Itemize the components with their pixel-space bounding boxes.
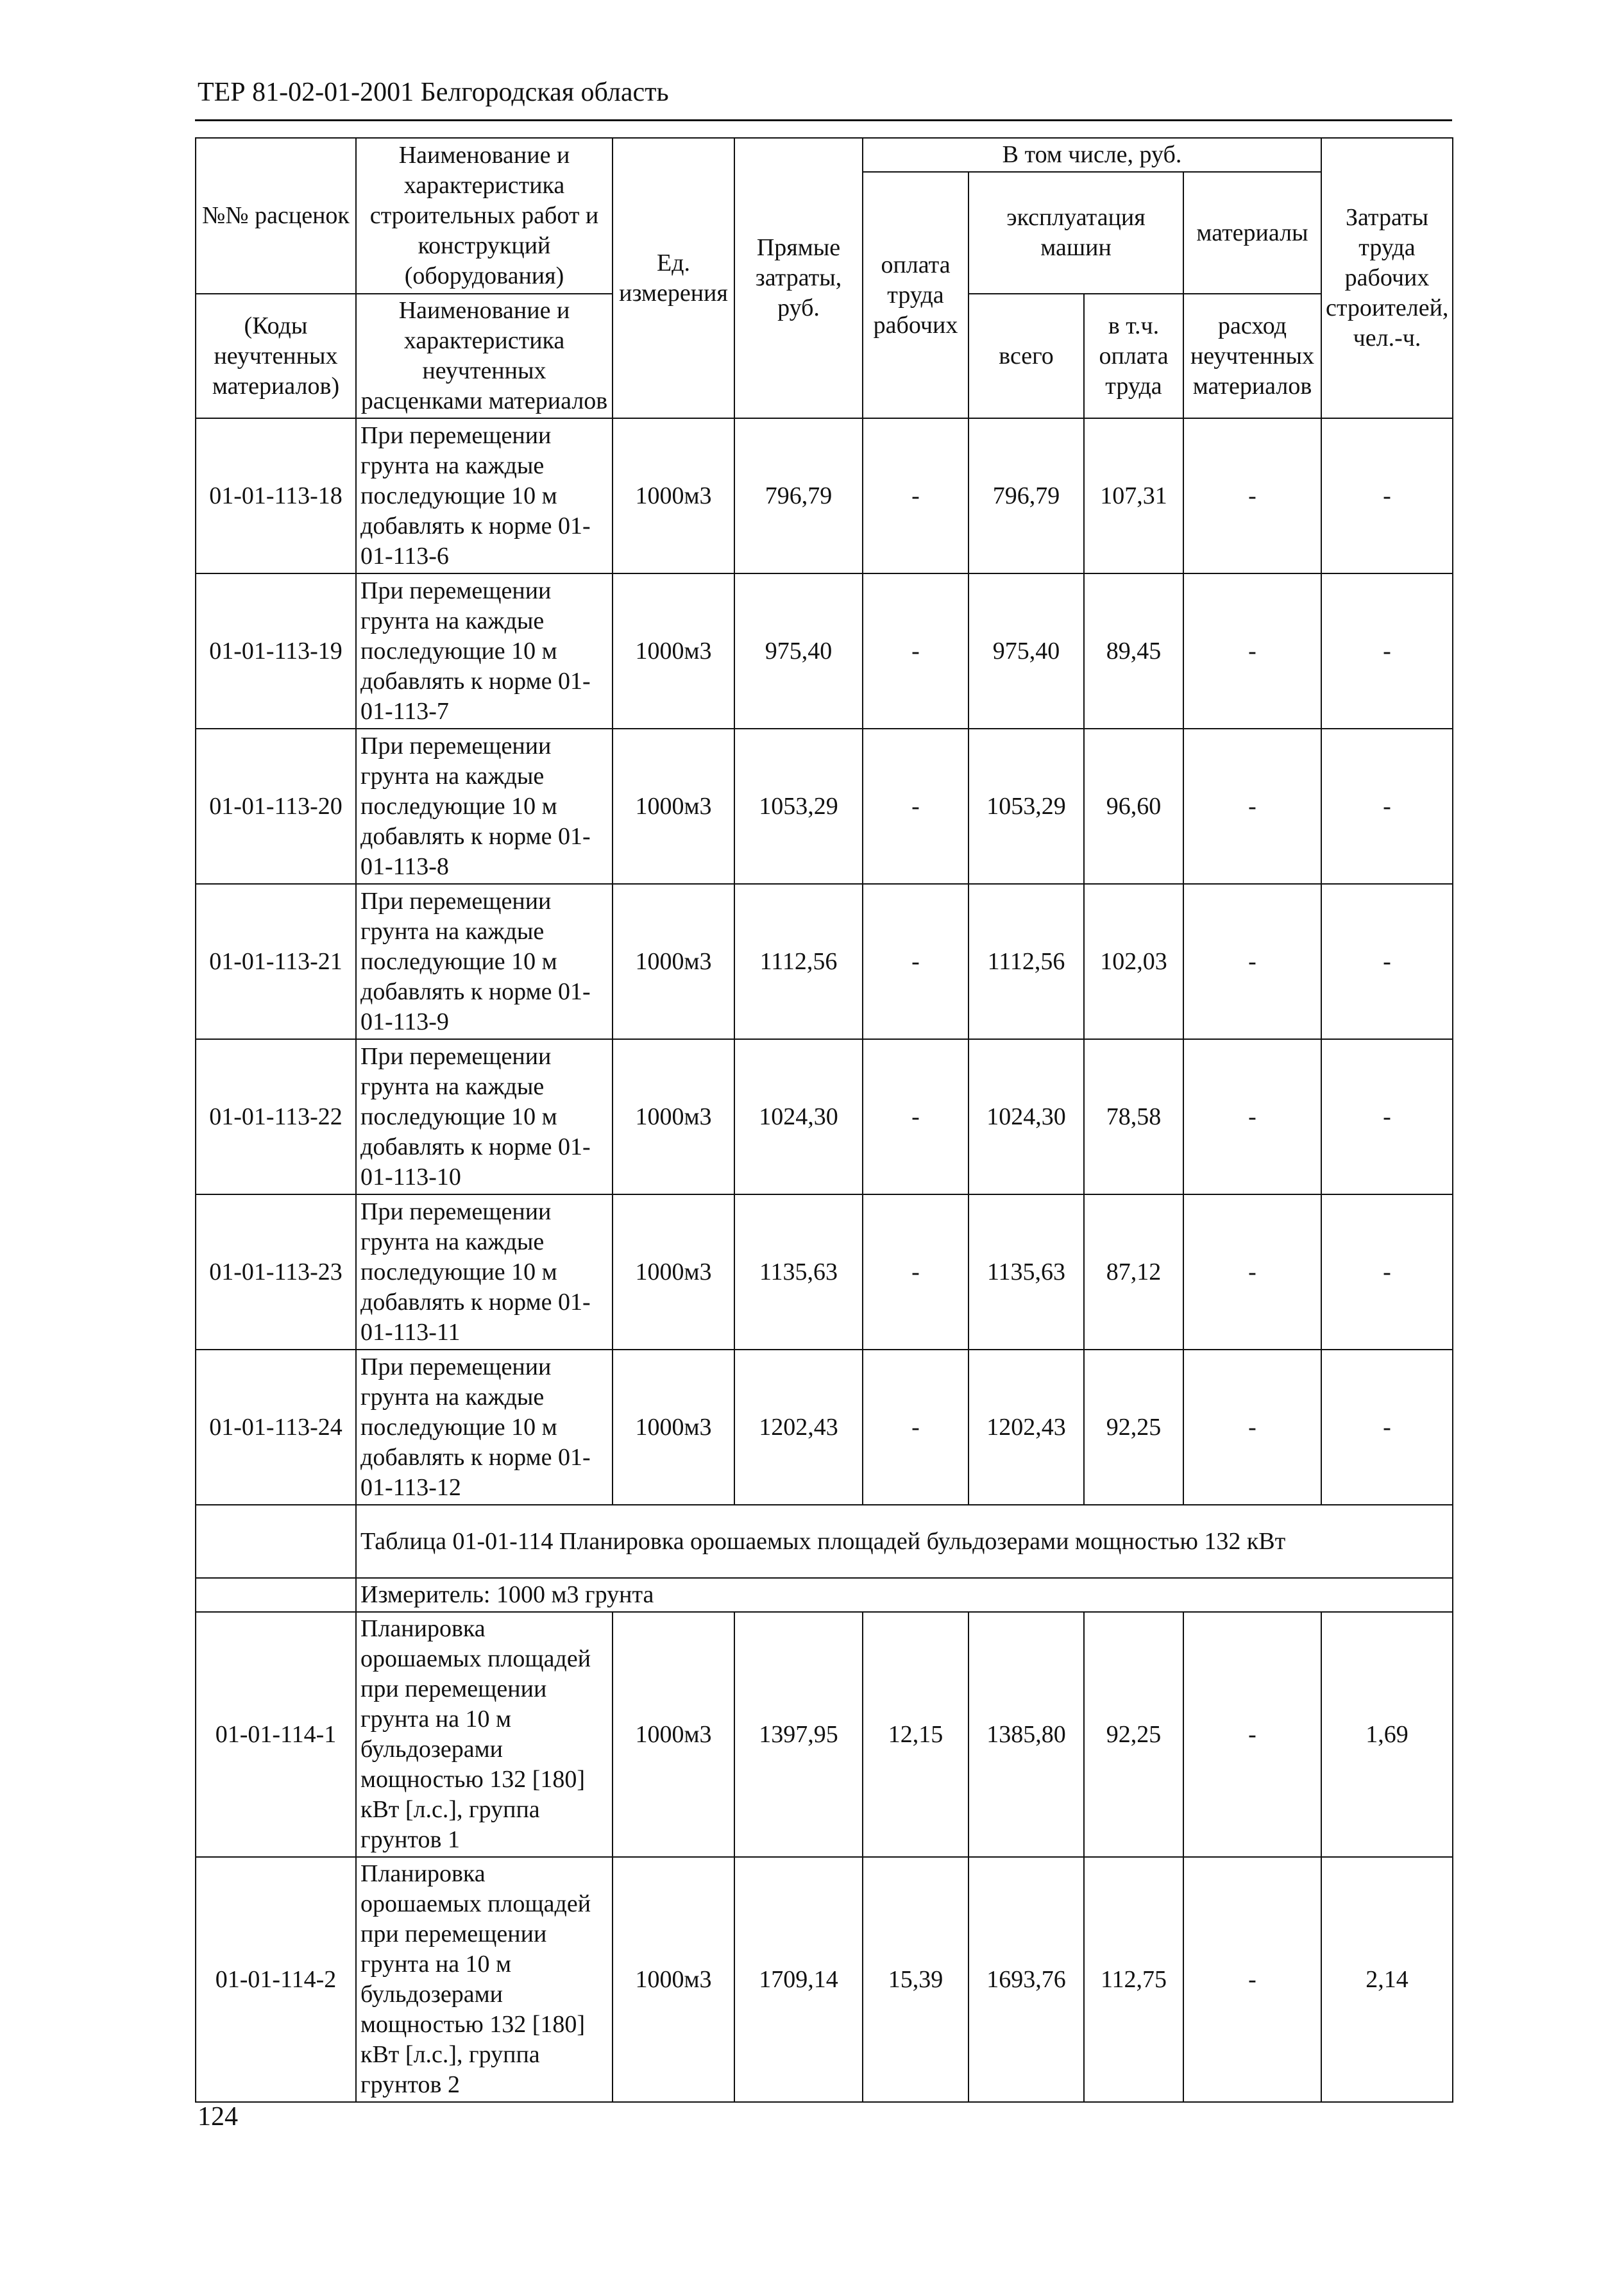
row-code: 01-01-113-18 bbox=[196, 418, 356, 573]
row-desc: Планировка орошаемых площадей при перемещении грунта на 10 м бульдозерами мощностью 132 [180] кВт [л.с.], группа грунтов 2 bbox=[356, 1857, 613, 2102]
meter-row bbox=[196, 1578, 1453, 1612]
table-row bbox=[196, 1350, 1453, 1505]
header-labor: Затраты труда рабочих строителей, чел.-ч. bbox=[1321, 138, 1453, 418]
row-materials: - bbox=[1183, 884, 1321, 1039]
row-labor: - bbox=[1321, 1194, 1453, 1350]
row-unit: 1000м3 bbox=[613, 1857, 734, 2102]
header-direct: Прямые затраты, руб. bbox=[734, 138, 863, 418]
row-labor: - bbox=[1321, 729, 1453, 884]
row-materials: - bbox=[1183, 573, 1321, 729]
table-row bbox=[196, 418, 1453, 573]
row-materials: - bbox=[1183, 1350, 1321, 1505]
row-desc: При перемещении грунта на каждые последующие 10 м добавлять к норме 01-01-113-11 bbox=[356, 1194, 613, 1350]
row-labor: - bbox=[1321, 573, 1453, 729]
header-unaccounted: расход неучтенных материалов bbox=[1183, 294, 1321, 418]
header-total: всего bbox=[968, 294, 1084, 418]
row-unit: 1000м3 bbox=[613, 1612, 734, 1857]
row-machines-wage: 107,31 bbox=[1084, 418, 1183, 573]
row-desc: При перемещении грунта на каждые последующие 10 м добавлять к норме 01-01-113-12 bbox=[356, 1350, 613, 1505]
row-direct: 1053,29 bbox=[734, 729, 863, 884]
row-materials: - bbox=[1183, 418, 1321, 573]
row-labor: - bbox=[1321, 418, 1453, 573]
row-wage: - bbox=[863, 418, 968, 573]
row-wage: - bbox=[863, 884, 968, 1039]
row-desc: Планировка орошаемых площадей при перемещении грунта на 10 м бульдозерами мощностью 132 [180] кВт [л.с.], группа грунтов 1 bbox=[356, 1612, 613, 1857]
row-machines-wage: 96,60 bbox=[1084, 729, 1183, 884]
row-wage: - bbox=[863, 573, 968, 729]
row-code: 01-01-113-20 bbox=[196, 729, 356, 884]
row-materials: - bbox=[1183, 1612, 1321, 1857]
row-machines-wage: 92,25 bbox=[1084, 1350, 1183, 1505]
row-unit: 1000м3 bbox=[613, 729, 734, 884]
row-desc: При перемещении грунта на каждые последующие 10 м добавлять к норме 01-01-113-8 bbox=[356, 729, 613, 884]
row-code: 01-01-113-19 bbox=[196, 573, 356, 729]
row-labor: - bbox=[1321, 1350, 1453, 1505]
row-code: 01-01-114-1 bbox=[196, 1612, 356, 1857]
row-machines: 1202,43 bbox=[968, 1350, 1084, 1505]
row-code: 01-01-114-2 bbox=[196, 1857, 356, 2102]
row-desc: При перемещении грунта на каждые последующие 10 м добавлять к норме 01-01-113-6 bbox=[356, 418, 613, 573]
row-machines-wage: 102,03 bbox=[1084, 884, 1183, 1039]
header-unit: Ед. измерения bbox=[613, 138, 734, 418]
row-desc: При перемещении грунта на каждые последующие 10 м добавлять к норме 01-01-113-10 bbox=[356, 1039, 613, 1194]
row-wage: - bbox=[863, 729, 968, 884]
row-machines: 1693,76 bbox=[968, 1857, 1084, 2102]
row-machines-wage: 112,75 bbox=[1084, 1857, 1183, 2102]
row-code: 01-01-113-21 bbox=[196, 884, 356, 1039]
table-row bbox=[196, 1194, 1453, 1350]
row-machines: 1135,63 bbox=[968, 1194, 1084, 1350]
row-machines: 1112,56 bbox=[968, 884, 1084, 1039]
row-machines: 796,79 bbox=[968, 418, 1084, 573]
row-unit: 1000м3 bbox=[613, 573, 734, 729]
header-name2: Наименование и характеристика неучтенных расценками материалов bbox=[356, 294, 613, 418]
row-code: 01-01-113-22 bbox=[196, 1039, 356, 1194]
row-direct: 796,79 bbox=[734, 418, 863, 573]
row-wage: - bbox=[863, 1194, 968, 1350]
row-code: 01-01-113-24 bbox=[196, 1350, 356, 1505]
header-codes: (Коды неучтенных материалов) bbox=[196, 294, 356, 418]
row-unit: 1000м3 bbox=[613, 1194, 734, 1350]
header-materials: материалы bbox=[1183, 172, 1321, 294]
header-incl: В том числе, руб. bbox=[863, 138, 1321, 172]
row-machines: 975,40 bbox=[968, 573, 1084, 729]
row-materials: - bbox=[1183, 1194, 1321, 1350]
header-incl-wage: в т.ч. оплата труда bbox=[1084, 294, 1183, 418]
header-machines: эксплуатация машин bbox=[968, 172, 1183, 294]
row-machines: 1053,29 bbox=[968, 729, 1084, 884]
row-labor: 1,69 bbox=[1321, 1612, 1453, 1857]
row-wage: 12,15 bbox=[863, 1612, 968, 1857]
row-wage: - bbox=[863, 1350, 968, 1505]
row-labor: - bbox=[1321, 884, 1453, 1039]
row-materials: - bbox=[1183, 1857, 1321, 2102]
row-machines-wage: 92,25 bbox=[1084, 1612, 1183, 1857]
row-wage: - bbox=[863, 1039, 968, 1194]
row-materials: - bbox=[1183, 729, 1321, 884]
row-desc: При перемещении грунта на каждые последующие 10 м добавлять к норме 01-01-113-9 bbox=[356, 884, 613, 1039]
row-direct: 1202,43 bbox=[734, 1350, 863, 1505]
row-direct: 1709,14 bbox=[734, 1857, 863, 2102]
row-machines-wage: 78,58 bbox=[1084, 1039, 1183, 1194]
row-materials: - bbox=[1183, 1039, 1321, 1194]
table-row bbox=[196, 1857, 1453, 2102]
rates-table bbox=[195, 137, 1453, 2103]
header-num: №№ расценок bbox=[196, 138, 356, 294]
table-title-row bbox=[196, 1505, 1453, 1578]
row-direct: 1024,30 bbox=[734, 1039, 863, 1194]
row-direct: 975,40 bbox=[734, 573, 863, 729]
page-header: ТЕР 81-02-01-2001 Белгородская область bbox=[198, 78, 669, 107]
row-unit: 1000м3 bbox=[613, 1350, 734, 1505]
row-machines: 1024,30 bbox=[968, 1039, 1084, 1194]
row-labor: 2,14 bbox=[1321, 1857, 1453, 2102]
table-row bbox=[196, 573, 1453, 729]
table-row bbox=[196, 1612, 1453, 1857]
row-direct: 1397,95 bbox=[734, 1612, 863, 1857]
header-name: Наименование и характеристика строительных работ и конструкций (оборудования) bbox=[356, 138, 613, 294]
row-labor: - bbox=[1321, 1039, 1453, 1194]
row-code: 01-01-113-23 bbox=[196, 1194, 356, 1350]
row-unit: 1000м3 bbox=[613, 884, 734, 1039]
table-row bbox=[196, 1039, 1453, 1194]
row-desc: При перемещении грунта на каждые последующие 10 м добавлять к норме 01-01-113-7 bbox=[356, 573, 613, 729]
row-unit: 1000м3 bbox=[613, 418, 734, 573]
row-direct: 1135,63 bbox=[734, 1194, 863, 1350]
empty-cell bbox=[196, 1505, 356, 1578]
table-row bbox=[196, 729, 1453, 884]
row-machines-wage: 89,45 bbox=[1084, 573, 1183, 729]
row-wage: 15,39 bbox=[863, 1857, 968, 2102]
table-114-meter: Измеритель: 1000 м3 грунта bbox=[356, 1578, 1453, 1612]
header-rule bbox=[195, 119, 1452, 121]
row-machines: 1385,80 bbox=[968, 1612, 1084, 1857]
row-machines-wage: 87,12 bbox=[1084, 1194, 1183, 1350]
row-direct: 1112,56 bbox=[734, 884, 863, 1039]
table-114-title: Таблица 01-01-114 Планировка орошаемых площадей бульдозерами мощностью 132 кВт bbox=[356, 1505, 1453, 1578]
table-row bbox=[196, 884, 1453, 1039]
header-wage: оплата труда рабочих bbox=[863, 172, 968, 418]
empty-cell bbox=[196, 1578, 356, 1612]
page-number: 124 bbox=[198, 2102, 238, 2132]
row-unit: 1000м3 bbox=[613, 1039, 734, 1194]
